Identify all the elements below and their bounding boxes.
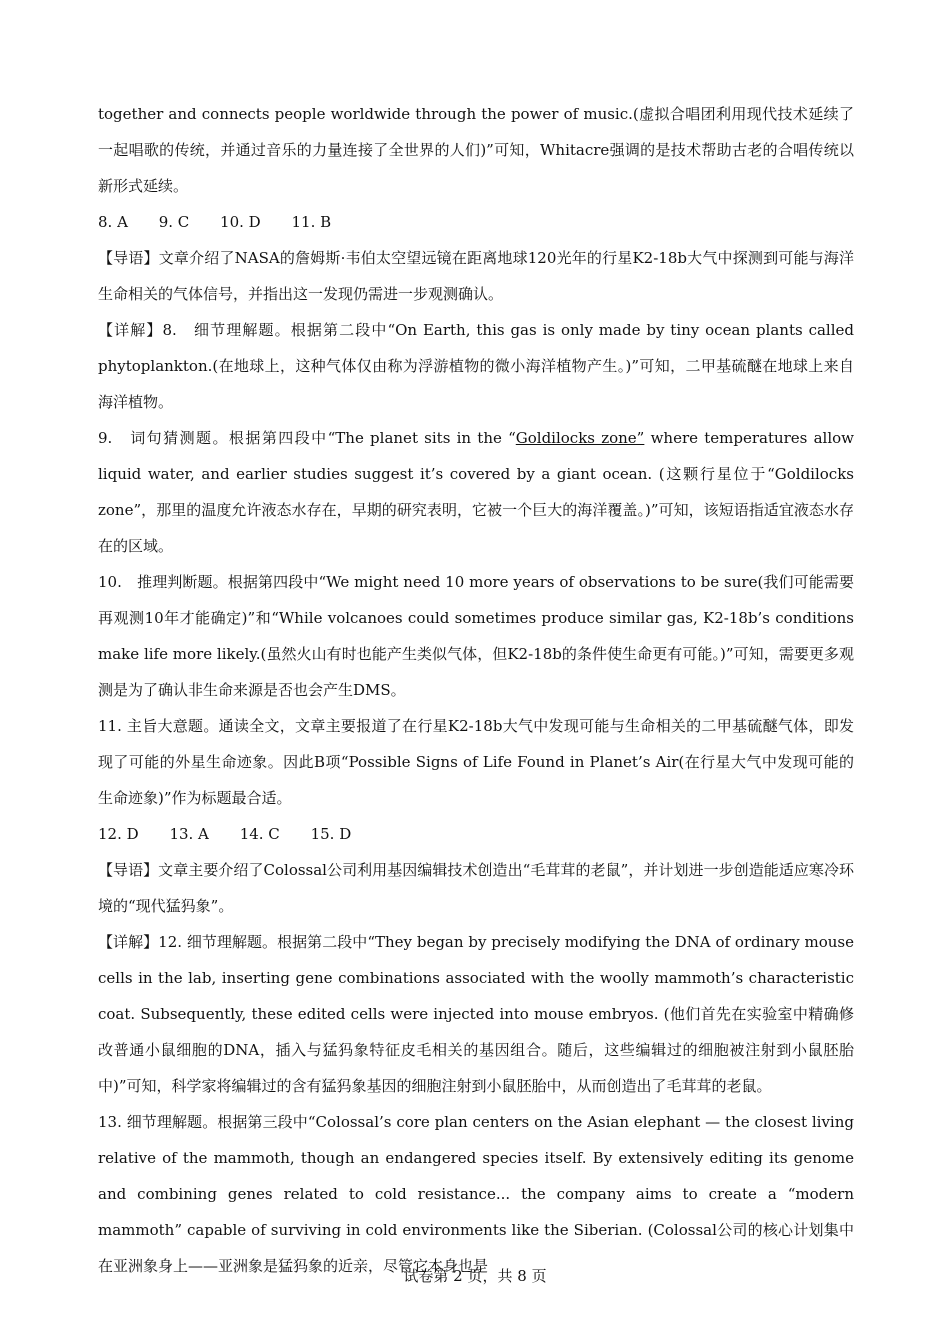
guide-paragraph-1: 【导语】文章介绍了NASA的詹姆斯·韦伯太空望远镜在距离地球120光年的行星K2-18b大气中探测到可能与海洋生命相关的气体信号，并指出这一发现仍需进一步观测确认。 bbox=[98, 249, 854, 303]
detail-question-13: 13. 细节理解题。根据第三段中“Colossal’s core plan centers on the Asian elephant — the closest living relative of the mammoth, though an endangered species itself. By extensively editing its genome and combining genes related to cold resistance... the company aims to create a “modern mammoth” capable of surviving in cold environments like the Siberian. (Colossal公司的核心计划集中在亚洲象身上——亚洲象是猛犸象的近亲，尽管它本身也是 bbox=[98, 1113, 854, 1275]
answer-15: 15. D bbox=[310, 825, 352, 843]
answer-key-12-15 bbox=[98, 816, 854, 852]
detail-9-after: where temperatures allow liquid water, and earlier studies suggest it’s covered by a giant ocean. (这颗行星位于“Goldilocks zone”，那里的温度允许液态水存在，早期的研究表明，它被一个巨大的海洋覆盖。)”可知，该短语指适宜液态水存在的区域。 bbox=[98, 429, 855, 555]
answer-10: 10. D bbox=[220, 213, 261, 231]
page-footer: 试卷第 2 页，共 8 页 bbox=[403, 1267, 547, 1285]
paragraph-intro-continued: together and connects people worldwide through the power of music.(虚拟合唱团利用现代技术延续了一起唱歌的传统，并通过音乐的力量连接了全世界的人们)”可知，Whitacre强调的是技术帮助古老的合唱传统以新形式延续。 bbox=[98, 105, 854, 195]
underlined-phrase: Goldilocks zone” bbox=[515, 429, 645, 447]
detail-question-9 bbox=[98, 420, 854, 564]
detail-question-12: 【详解】12. 细节理解题。根据第二段中“They began by precisely modifying the DNA of ordinary mouse cells in the lab, inserting gene combinations associated with the woolly mammoth’s characteristic coat. Subsequently, these edited cells were injected into mouse embryos. (他们首先在实验室中精确修改普通小鼠细胞的DNA，插入与猛犸象特征皮毛相关的基因组合。随后，这些编辑过的细胞被注射到小鼠胚胎中)”可知，科学家将编辑过的含有猛犸象基因的细胞注射到小鼠胚胎中，从而创造出了毛茸茸的老鼠。 bbox=[98, 933, 854, 1095]
detail-question-8: 【详解】8. 细节理解题。根据第二段中“On Earth, this gas is only made by tiny ocean plants called phytoplankton.(在地球上，这种气体仅由称为浮游植物的微小海洋植物产生。)”可知，二甲基硫醚在地球上来自海洋植物。 bbox=[98, 321, 854, 411]
answer-13: 13. A bbox=[169, 825, 209, 843]
answer-8: 8. A bbox=[98, 213, 128, 231]
answer-14: 14. C bbox=[239, 825, 280, 843]
detail-9-before: 9. 词句猜测题。根据第四段中“The planet sits in the “ bbox=[98, 429, 516, 447]
answer-key-8-11 bbox=[98, 204, 854, 240]
detail-question-11: 11. 主旨大意题。通读全文，文章主要报道了在行星K2-18b大气中发现可能与生命相关的二甲基硫醚气体，即发现了可能的外星生命迹象。因此B项“Possible Signs of Life Found in Planet’s Air(在行星大气中发现可能的生命迹象)”作为标题最合适。 bbox=[98, 717, 854, 807]
detail-question-10: 10. 推理判断题。根据第四段中“We might need 10 more years of observations to be sure(我们可能需要再观测10年才能确定)”和“While volcanoes could sometimes produce similar gas, K2-18b’s conditions make life more likely.(虽然火山有时也能产生类似气体，但K2-18b的条件使生命更有可能。)”可知，需要更多观测是为了确认非生命来源是否也会产生DMS。 bbox=[98, 573, 854, 699]
answer-12: 12. D bbox=[98, 825, 139, 843]
answer-11: 11. B bbox=[291, 213, 332, 231]
guide-paragraph-2: 【导语】文章主要介绍了Colossal公司利用基因编辑技术创造出“毛茸茸的老鼠”，并计划进一步创造能适应寒冷环境的“现代猛犸象”。 bbox=[98, 861, 854, 915]
answer-9: 9. C bbox=[158, 213, 190, 231]
answer-explanations bbox=[98, 96, 854, 1284]
